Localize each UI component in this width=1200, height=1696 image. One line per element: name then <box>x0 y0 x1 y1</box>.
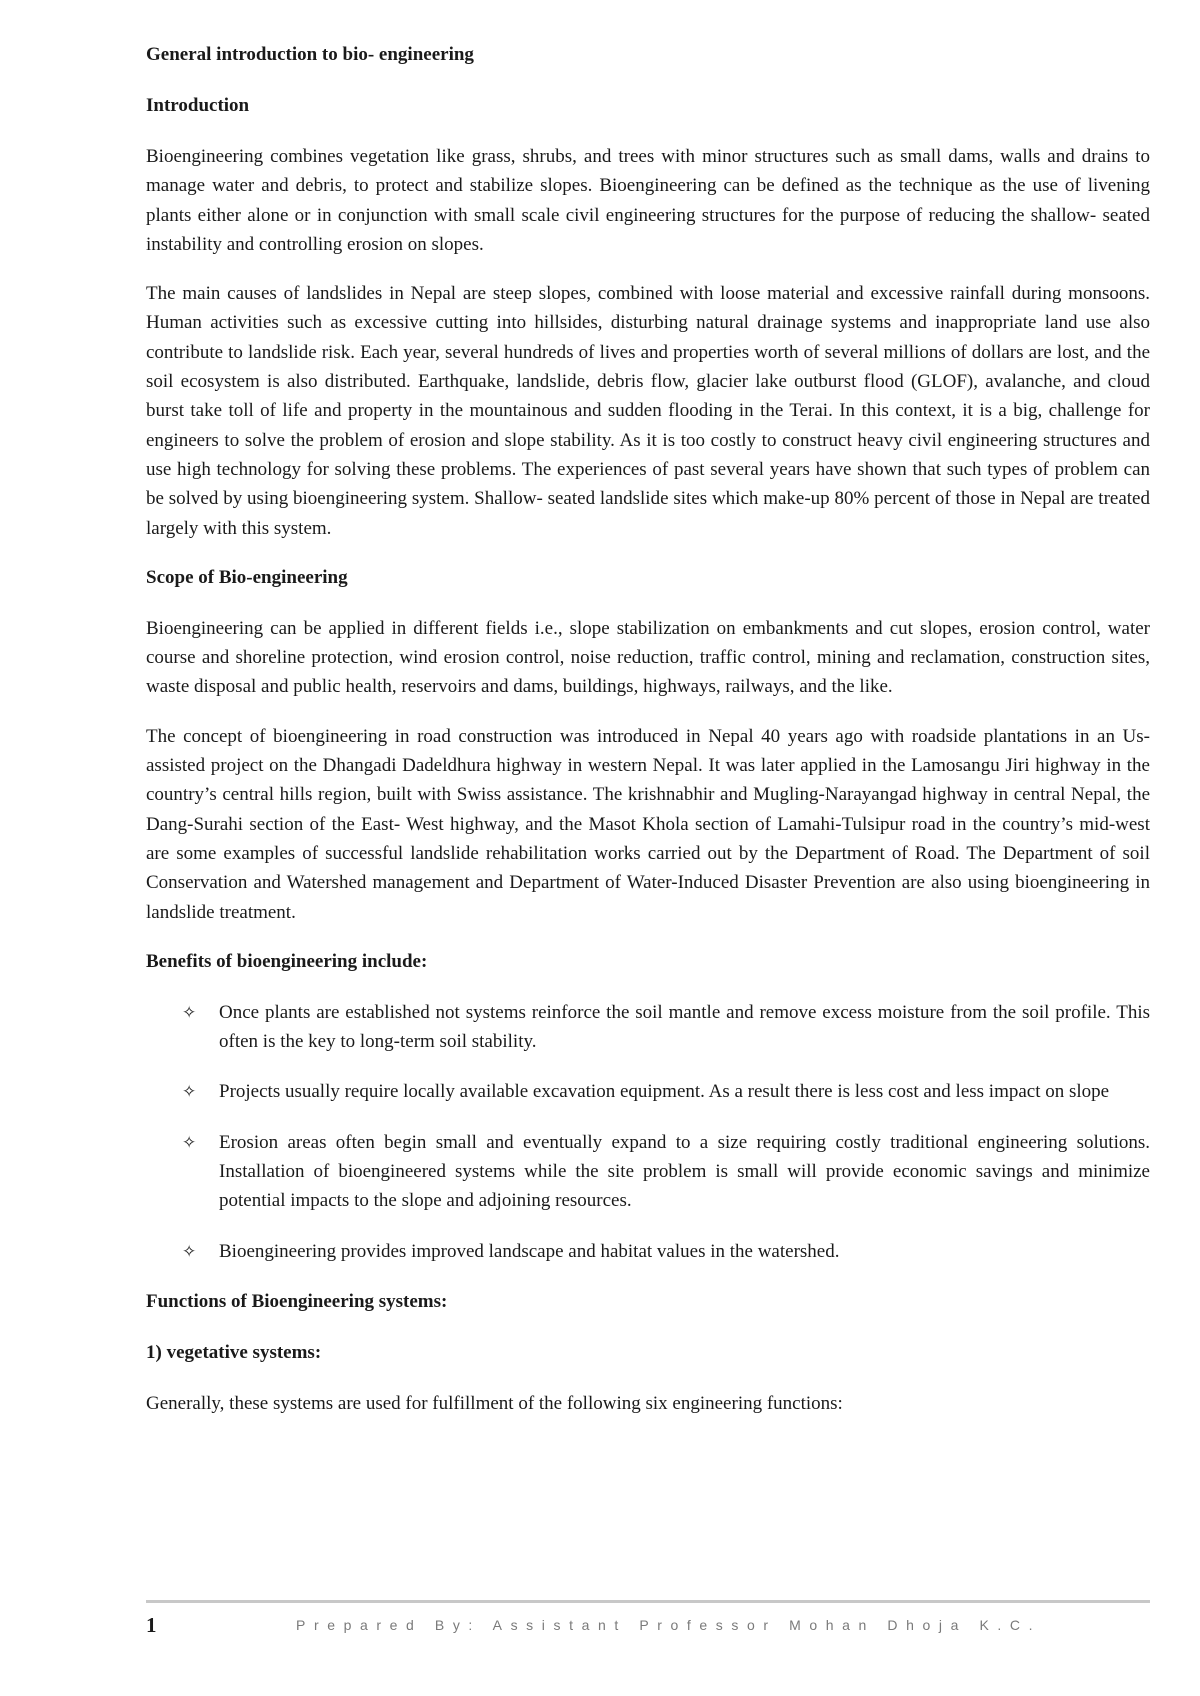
prepared-by-credit: Prepared By: Assistant Professor Mohan Dhoja K.C. <box>296 1617 1042 1633</box>
diamond-bullet-icon: ✧ <box>182 1082 197 1102</box>
benefit-text: Once plants are established not systems reinforce the soil mantle and remove excess moisture from the soil profile. This often is the key to long-term soil stability. <box>219 1001 1150 1053</box>
diamond-bullet-icon: ✧ <box>182 1002 197 1022</box>
benefit-text: Erosion areas often begin small and eventually expand to a size requiring costly traditional engineering solutions. Installation of bioengineered systems while the site problem is small will provide economic savings and minimize potential impacts to the slope and adjoining resources. <box>219 1131 1150 1212</box>
footer-divider <box>146 1600 1150 1603</box>
benefit-text: Projects usually require locally available excavation equipment. As a result there is less cost and less impact on slope <box>219 1081 1110 1103</box>
document-title: General introduction to bio- engineering <box>146 44 474 65</box>
scope-paragraph-1: Bioengineering can be applied in different fields i.e., slope stabilization on embankments and cut slopes, erosion control, water course and shoreline protection, wind erosion control, noise reduction, traffic control, mining and reclamation, construction sites, waste disposal and public health, reservoirs and dams, buildings, highways, railways, and the like. <box>146 617 1150 698</box>
vegetative-systems-subheading: 1) vegetative systems: <box>146 1341 322 1363</box>
introduction-paragraph-1: Bioengineering combines vegetation like grass, shrubs, and trees with minor structures such as small dams, walls and drains to manage water and debris, to protect and stabilize slopes. Bioengineering can be defined as the technique as the use of livening plants either alone or in conjunction with small scale civil engineering structures for the purpose of reducing the shallow- seated instability and controlling erosion on slopes. <box>146 146 1150 255</box>
list-item <box>146 1128 1150 1216</box>
document-page <box>146 40 1150 1438</box>
benefit-text: Bioengineering provides improved landscape and habitat values in the watershed. <box>219 1240 840 1262</box>
list-item <box>146 1237 1150 1266</box>
functions-paragraph: Generally, these systems are used for fulfillment of the following six engineering functions: <box>146 1392 843 1414</box>
list-item <box>146 998 1150 1057</box>
introduction-heading: Introduction <box>146 95 250 116</box>
introduction-paragraph-2: The main causes of landslides in Nepal are steep slopes, combined with loose material and excessive rainfall during monsoons. Human activities such as excessive cutting into hillsides, disturbing natural drainage systems and inappropriate land use also contribute to landslide risk. Each year, several hundreds of lives and properties worth of several millions of dollars are lost, and the soil ecosystem is also distributed. Earthquake, landslide, debris flow, glacier lake outburst flood (GLOF), avalanche, and cloud burst take toll of life and property in the mountainous and sudden flooding in the Terai. In this context, it is a big, challenge for engineers to solve the problem of erosion and slope stability. As it is too costly to construct heavy civil engineering structures and use high technology for solving these problems. The experiences of past several years have shown that such types of problem can be solved by using bioengineering system. Shallow- seated landslide sites which make-up 80% percent of those in Nepal are treated largely with this system. <box>146 283 1150 539</box>
page-footer <box>146 1600 1150 1639</box>
footer-row <box>146 1613 1150 1639</box>
benefits-list <box>146 998 1150 1266</box>
scope-paragraph-2: The concept of bioengineering in road construction was introduced in Nepal 40 years ago with roadside plantations in an Us-assisted project on the Dhangadi Dadeldhura highway in western Nepal. It was later applied in the Lamosangu Jiri highway in the country’s central hills region, built with Swiss assistance. The krishnabhir and Mugling-Narayangad highway in central Nepal, the Dang-Surahi section of the East- West highway, and the Masot Khola section of Lamahi-Tulsipur road in the country’s mid-west are some examples of successful landslide rehabilitation works carried out by the Department of Road. The Department of soil Conservation and Watershed management and Department of Water-Induced Disaster Prevention are also using bioengineering in landslide treatment. <box>146 725 1150 923</box>
diamond-bullet-icon: ✧ <box>182 1241 197 1261</box>
scope-heading: Scope of Bio-engineering <box>146 566 348 588</box>
list-item <box>146 1077 1150 1106</box>
benefits-heading: Benefits of bioengineering include: <box>146 950 428 972</box>
functions-heading: Functions of Bioengineering systems: <box>146 1290 448 1312</box>
page-number: 1 <box>146 1613 157 1637</box>
diamond-bullet-icon: ✧ <box>182 1132 197 1152</box>
